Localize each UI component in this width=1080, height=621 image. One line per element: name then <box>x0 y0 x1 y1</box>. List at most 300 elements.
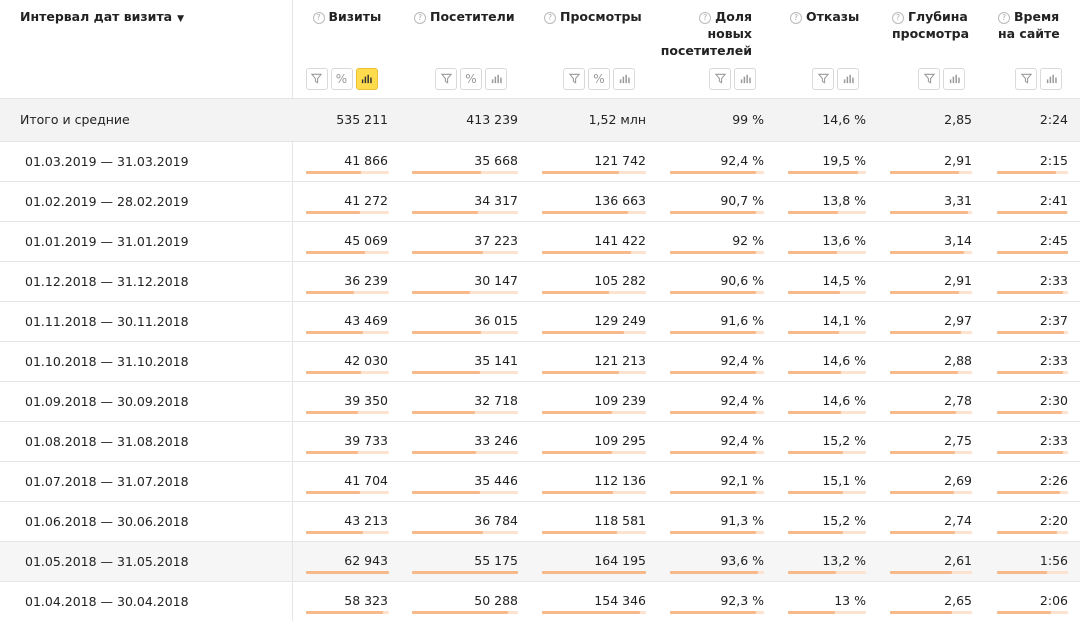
cell-visits <box>292 581 398 621</box>
cell-value: 43 213 <box>344 512 388 528</box>
cell-newshare <box>658 98 778 141</box>
value-bar-fill <box>670 171 756 174</box>
cell-value: 39 350 <box>344 392 388 408</box>
value-bar-fill <box>997 571 1047 574</box>
cell-value: 35 446 <box>474 472 518 488</box>
cell-value: 13,2 % <box>822 552 866 568</box>
cell-value: 2:20 <box>1039 512 1068 528</box>
cell-value: 36 239 <box>344 272 388 288</box>
cell-value: 43 469 <box>344 312 388 328</box>
cell-depth <box>884 301 993 341</box>
value-bar <box>997 611 1068 614</box>
value-bar <box>890 611 972 614</box>
row-period: 01.06.2018 — 30.06.2018 <box>0 501 292 541</box>
help-icon[interactable]: ? <box>313 12 325 24</box>
value-bar <box>412 211 518 214</box>
value-bar-fill <box>306 211 361 214</box>
column-header-visits[interactable] <box>292 0 398 98</box>
percent-icon[interactable]: % <box>460 68 482 90</box>
value-bar-fill <box>788 491 843 494</box>
value-bar-fill <box>542 371 619 374</box>
value-bar-fill <box>670 571 758 574</box>
value-bar <box>997 531 1068 534</box>
value-bar <box>542 251 646 254</box>
value-bar <box>997 291 1068 294</box>
value-bar <box>306 171 389 174</box>
dimension-header-label: Интервал дат визита <box>20 9 173 24</box>
value-bar-fill <box>890 451 955 454</box>
cell-depth <box>884 421 993 461</box>
value-bar <box>542 531 646 534</box>
value-bar-fill <box>890 371 958 374</box>
cell-value: 121 742 <box>594 152 646 168</box>
cell-newshare <box>658 261 778 301</box>
bar-chart-icon[interactable] <box>485 68 507 90</box>
cell-time <box>993 301 1080 341</box>
cell-value: 2,75 <box>944 432 972 448</box>
cell-visitors <box>398 381 528 421</box>
cell-depth <box>884 141 993 181</box>
value-bar-fill <box>997 451 1063 454</box>
value-bar-fill <box>670 331 756 334</box>
help-icon[interactable]: ? <box>414 12 426 24</box>
value-bar <box>412 251 518 254</box>
column-header-text: Отказы <box>806 9 860 24</box>
value-bar <box>306 611 389 614</box>
cell-newshare <box>658 461 778 501</box>
cell-value: 32 718 <box>474 392 518 408</box>
value-bar-fill <box>412 531 483 534</box>
cell-visits <box>292 501 398 541</box>
cell-visitors <box>398 341 528 381</box>
cell-visits <box>292 141 398 181</box>
help-icon[interactable]: ? <box>790 12 802 24</box>
cell-value: 15,2 % <box>822 512 866 528</box>
value-bar-fill <box>670 531 756 534</box>
filter-icon[interactable] <box>918 68 940 90</box>
value-bar <box>542 331 646 334</box>
cell-value: 92,4 % <box>720 152 764 168</box>
value-bar <box>788 411 866 414</box>
value-bar-fill <box>890 571 952 574</box>
table-row[interactable] <box>0 581 1080 621</box>
value-bar-fill <box>412 291 470 294</box>
cell-value: 58 323 <box>344 592 388 608</box>
cell-value: 13 % <box>834 592 866 608</box>
cell-time <box>993 221 1080 261</box>
row-period: 01.04.2018 — 30.04.2018 <box>0 581 292 621</box>
table-row[interactable] <box>0 181 1080 221</box>
value-bar <box>670 491 764 494</box>
column-tools <box>306 68 378 90</box>
cell-visitors <box>398 581 528 621</box>
column-header-text: Визиты <box>328 9 382 24</box>
column-header-text: Время на сайте <box>998 9 1060 41</box>
cell-value: 50 288 <box>474 592 518 608</box>
table-row[interactable] <box>0 221 1080 261</box>
value-bar-fill <box>670 371 756 374</box>
cell-value: 45 069 <box>344 232 388 248</box>
value-bar <box>306 251 389 254</box>
value-bar <box>670 211 764 214</box>
cell-value: 3,14 <box>944 232 972 248</box>
value-bar <box>997 491 1068 494</box>
value-bar-fill <box>670 451 756 454</box>
cell-depth <box>884 98 993 141</box>
value-bar <box>412 291 518 294</box>
value-bar-fill <box>306 531 363 534</box>
value-bar <box>670 171 764 174</box>
cell-value: 36 015 <box>474 312 518 328</box>
cell-depth <box>884 261 993 301</box>
value-bar <box>542 571 646 574</box>
value-bar <box>997 171 1068 174</box>
cell-value: 164 195 <box>594 552 646 568</box>
cell-value: 35 141 <box>474 352 518 368</box>
cell-visitors <box>398 421 528 461</box>
cell-value: 30 147 <box>474 272 518 288</box>
row-period: 01.08.2018 — 31.08.2018 <box>0 421 292 461</box>
value-bar <box>542 491 646 494</box>
cell-newshare <box>658 581 778 621</box>
filter-icon[interactable] <box>306 68 328 90</box>
value-bar <box>890 291 972 294</box>
cell-value: 3,31 <box>944 192 972 208</box>
filter-icon[interactable] <box>435 68 457 90</box>
table-row[interactable] <box>0 541 1080 581</box>
value-bar <box>412 571 518 574</box>
bar-chart-icon[interactable] <box>1040 68 1062 90</box>
table-row[interactable] <box>0 141 1080 181</box>
cell-time <box>993 501 1080 541</box>
cell-value: 118 581 <box>594 512 646 528</box>
value-bar <box>788 571 866 574</box>
percent-icon[interactable]: % <box>331 68 353 90</box>
value-bar-fill <box>788 611 835 614</box>
cell-value: 112 136 <box>594 472 646 488</box>
cell-views <box>528 141 658 181</box>
bar-chart-icon[interactable] <box>356 68 378 90</box>
value-bar-fill <box>788 531 843 534</box>
value-bar-fill <box>306 451 358 454</box>
cell-value: 2:26 <box>1039 472 1068 488</box>
totals-row[interactable] <box>0 98 1080 141</box>
value-bar <box>412 611 518 614</box>
cell-value: 129 249 <box>594 312 646 328</box>
cell-bounce <box>778 141 884 181</box>
cell-value: 42 030 <box>344 352 388 368</box>
value-bar-fill <box>997 211 1067 214</box>
value-bar <box>997 571 1068 574</box>
cell-newshare <box>658 541 778 581</box>
cell-visitors <box>398 98 528 141</box>
value-bar-fill <box>788 211 838 214</box>
column-header-label <box>313 8 382 25</box>
table-row[interactable] <box>0 421 1080 461</box>
value-bar <box>412 411 518 414</box>
cell-time <box>993 141 1080 181</box>
cell-value: 35 668 <box>474 152 518 168</box>
cell-value: 105 282 <box>594 272 646 288</box>
cell-bounce <box>778 581 884 621</box>
cell-views <box>528 541 658 581</box>
value-bar-fill <box>542 211 628 214</box>
cell-value: 109 239 <box>594 392 646 408</box>
cell-depth <box>884 501 993 541</box>
value-bar-fill <box>306 251 366 254</box>
value-bar <box>788 291 866 294</box>
value-bar <box>788 251 866 254</box>
value-bar <box>306 371 389 374</box>
cell-views <box>528 581 658 621</box>
table-row[interactable] <box>0 501 1080 541</box>
value-bar <box>306 491 389 494</box>
cell-newshare <box>658 341 778 381</box>
column-header-views[interactable] <box>528 0 658 98</box>
cell-bounce <box>778 181 884 221</box>
cell-value: 154 346 <box>594 592 646 608</box>
cell-value: 39 733 <box>344 432 388 448</box>
column-header-label <box>414 8 515 25</box>
value-bar-fill <box>306 611 383 614</box>
value-bar-fill <box>788 331 839 334</box>
help-icon[interactable]: ? <box>699 12 711 24</box>
cell-value: 62 943 <box>344 552 388 568</box>
value-bar-fill <box>997 291 1063 294</box>
percent-icon[interactable]: % <box>588 68 610 90</box>
value-bar <box>542 171 646 174</box>
value-bar <box>788 211 866 214</box>
cell-value: 2:06 <box>1039 592 1068 608</box>
cell-value: 99 % <box>732 111 764 127</box>
value-bar-fill <box>890 291 959 294</box>
value-bar-fill <box>306 171 362 174</box>
cell-bounce <box>778 221 884 261</box>
row-period: 01.09.2018 — 30.09.2018 <box>0 381 292 421</box>
cell-value: 109 295 <box>594 432 646 448</box>
bar-chart-icon[interactable] <box>613 68 635 90</box>
value-bar-fill <box>997 531 1057 534</box>
cell-depth <box>884 341 993 381</box>
column-header-newshare[interactable] <box>658 0 778 98</box>
value-bar <box>890 411 972 414</box>
value-bar-fill <box>997 491 1060 494</box>
cell-value: 37 223 <box>474 232 518 248</box>
column-header-label <box>892 8 969 42</box>
value-bar <box>890 371 972 374</box>
cell-value: 2,61 <box>944 552 972 568</box>
cell-time <box>993 341 1080 381</box>
cell-views <box>528 181 658 221</box>
cell-visits <box>292 381 398 421</box>
cell-value: 535 211 <box>336 111 388 127</box>
cell-value: 34 317 <box>474 192 518 208</box>
value-bar <box>788 171 866 174</box>
cell-newshare <box>658 221 778 261</box>
value-bar <box>997 211 1068 214</box>
value-bar <box>412 531 518 534</box>
cell-visitors <box>398 501 528 541</box>
cell-visits <box>292 341 398 381</box>
cell-value: 2:37 <box>1039 312 1068 328</box>
cell-value: 33 246 <box>474 432 518 448</box>
bar-chart-icon[interactable] <box>837 68 859 90</box>
caret-down-icon: ▼ <box>177 14 185 24</box>
value-bar <box>670 411 764 414</box>
value-bar-fill <box>997 371 1063 374</box>
row-period: 01.01.2019 — 31.01.2019 <box>0 221 292 261</box>
cell-value: 2,85 <box>944 111 972 127</box>
cell-value: 93,6 % <box>720 552 764 568</box>
filter-icon[interactable] <box>709 68 731 90</box>
column-header-bounce[interactable] <box>778 0 884 98</box>
cell-value: 13,6 % <box>822 232 866 248</box>
filter-icon[interactable] <box>1015 68 1037 90</box>
column-header-depth[interactable] <box>884 0 993 98</box>
cell-views <box>528 301 658 341</box>
cell-views <box>528 261 658 301</box>
cell-views <box>528 221 658 261</box>
value-bar-fill <box>412 331 481 334</box>
cell-value: 13,8 % <box>822 192 866 208</box>
value-bar-fill <box>890 411 956 414</box>
cell-bounce <box>778 421 884 461</box>
row-period: 01.10.2018 — 31.10.2018 <box>0 341 292 381</box>
dimension-header[interactable] <box>0 0 292 98</box>
cell-bounce <box>778 541 884 581</box>
value-bar-fill <box>890 251 964 254</box>
value-bar-fill <box>542 451 612 454</box>
cell-value: 92 % <box>732 232 764 248</box>
cell-visitors <box>398 141 528 181</box>
value-bar <box>412 371 518 374</box>
value-bar-fill <box>670 211 756 214</box>
value-bar-fill <box>542 531 617 534</box>
value-bar-fill <box>306 411 358 414</box>
cell-depth <box>884 381 993 421</box>
cell-views <box>528 421 658 461</box>
value-bar-fill <box>670 491 756 494</box>
bar-chart-icon[interactable] <box>943 68 965 90</box>
row-period: 01.07.2018 — 31.07.2018 <box>0 461 292 501</box>
cell-views <box>528 501 658 541</box>
cell-depth <box>884 221 993 261</box>
value-bar-fill <box>542 411 612 414</box>
cell-value: 36 784 <box>474 512 518 528</box>
cell-depth <box>884 181 993 221</box>
value-bar <box>890 451 972 454</box>
value-bar-fill <box>542 171 619 174</box>
cell-value: 55 175 <box>474 552 518 568</box>
cell-visitors <box>398 461 528 501</box>
help-icon[interactable]: ? <box>892 12 904 24</box>
filter-icon[interactable] <box>812 68 834 90</box>
table-row[interactable] <box>0 381 1080 421</box>
cell-value: 2,69 <box>944 472 972 488</box>
help-icon[interactable]: ? <box>998 12 1010 24</box>
cell-bounce <box>778 501 884 541</box>
column-tools <box>709 68 756 90</box>
value-bar <box>542 211 646 214</box>
value-bar <box>997 411 1068 414</box>
value-bar-fill <box>997 251 1068 254</box>
column-header-text: Глубина просмотра <box>892 9 970 41</box>
cell-bounce <box>778 261 884 301</box>
table-row[interactable] <box>0 261 1080 301</box>
cell-time <box>993 541 1080 581</box>
help-icon[interactable]: ? <box>544 12 556 24</box>
cell-time <box>993 181 1080 221</box>
column-tools <box>812 68 859 90</box>
value-bar <box>670 251 764 254</box>
cell-value: 2:30 <box>1039 392 1068 408</box>
table-row[interactable] <box>0 341 1080 381</box>
table-row[interactable] <box>0 461 1080 501</box>
value-bar <box>890 171 972 174</box>
cell-value: 14,6 % <box>822 111 866 127</box>
value-bar <box>788 491 866 494</box>
cell-value: 1:56 <box>1039 552 1068 568</box>
value-bar-fill <box>997 331 1064 334</box>
filter-icon[interactable] <box>563 68 585 90</box>
value-bar-fill <box>890 491 954 494</box>
cell-value: 92,4 % <box>720 352 764 368</box>
cell-visits <box>292 461 398 501</box>
row-period: 01.05.2018 — 31.05.2018 <box>0 541 292 581</box>
cell-newshare <box>658 181 778 221</box>
cell-value: 2:33 <box>1039 352 1068 368</box>
value-bar-fill <box>997 411 1062 414</box>
cell-value: 92,4 % <box>720 392 764 408</box>
column-header-time[interactable] <box>993 0 1080 98</box>
cell-visits <box>292 181 398 221</box>
value-bar-fill <box>412 451 476 454</box>
value-bar <box>997 451 1068 454</box>
column-header-visitors[interactable] <box>398 0 528 98</box>
value-bar-fill <box>306 371 362 374</box>
value-bar <box>670 531 764 534</box>
cell-value: 14,1 % <box>822 312 866 328</box>
cell-value: 92,1 % <box>720 472 764 488</box>
value-bar <box>412 331 518 334</box>
cell-time <box>993 421 1080 461</box>
row-period: 01.11.2018 — 30.11.2018 <box>0 301 292 341</box>
cell-bounce <box>778 381 884 421</box>
value-bar <box>542 611 646 614</box>
value-bar-fill <box>997 171 1056 174</box>
value-bar <box>997 251 1068 254</box>
value-bar <box>542 411 646 414</box>
value-bar-fill <box>412 211 478 214</box>
value-bar-fill <box>412 171 481 174</box>
cell-value: 2:33 <box>1039 272 1068 288</box>
cell-visitors <box>398 541 528 581</box>
value-bar-fill <box>412 411 475 414</box>
cell-time <box>993 581 1080 621</box>
cell-visits <box>292 541 398 581</box>
value-bar <box>670 451 764 454</box>
value-bar <box>412 451 518 454</box>
row-period: 01.12.2018 — 31.12.2018 <box>0 261 292 301</box>
value-bar <box>997 331 1068 334</box>
value-bar-fill <box>670 251 756 254</box>
value-bar-fill <box>890 211 968 214</box>
column-header-label <box>544 8 642 25</box>
bar-chart-icon[interactable] <box>734 68 756 90</box>
table-row[interactable] <box>0 301 1080 341</box>
value-bar <box>306 531 389 534</box>
cell-depth <box>884 581 993 621</box>
